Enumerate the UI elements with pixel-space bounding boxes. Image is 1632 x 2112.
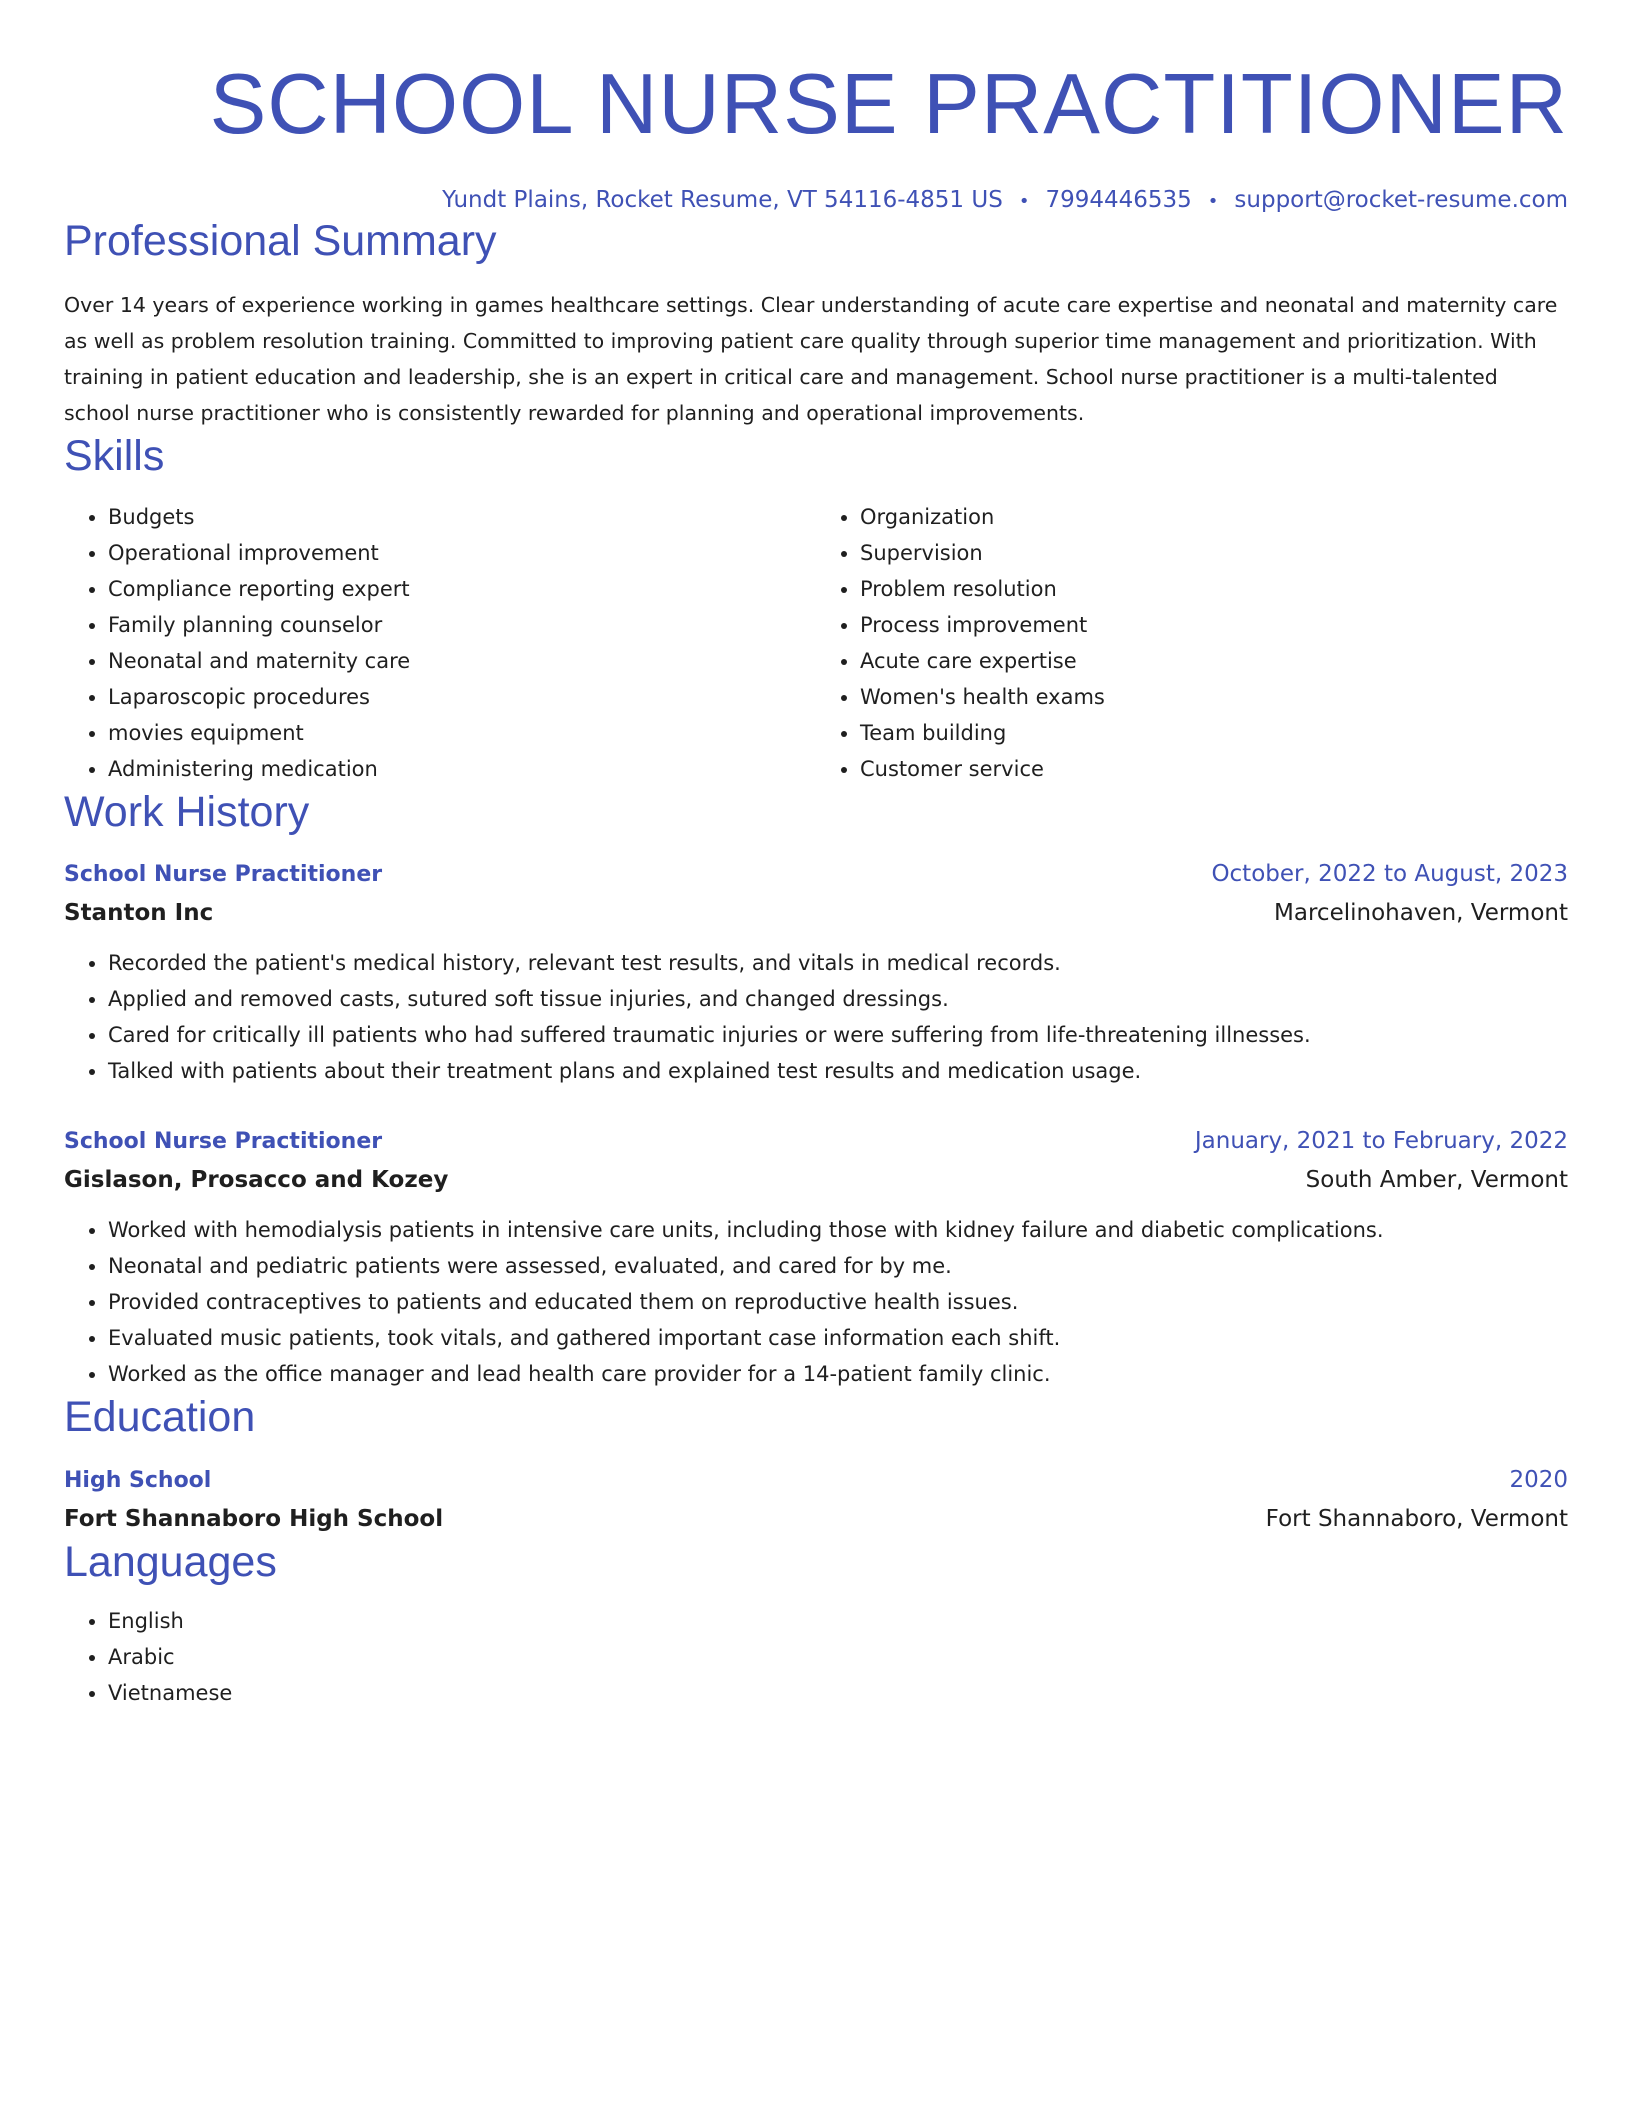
job-location: South Amber, Vermont	[1305, 1167, 1568, 1194]
skill-item: • Family planning counselor	[108, 607, 816, 643]
contact-phone: 7994446535	[1045, 186, 1192, 213]
skill-item: • Laparoscopic procedures	[108, 679, 816, 715]
job-entry	[64, 856, 1568, 1089]
work-history-heading: Work History	[64, 787, 310, 836]
skill-item: • Administering medication	[108, 751, 816, 787]
languages-heading: Languages	[64, 1538, 277, 1587]
job-bullet: • Worked as the office manager and lead health care provider for a 14-patient family clinic.	[108, 1356, 1568, 1392]
language-item: • Arabic	[108, 1639, 1568, 1675]
skill-item: • Problem resolution	[860, 571, 1568, 607]
skill-item: • Customer service	[860, 751, 1568, 787]
job-bullet: • Provided contraceptives to patients and educated them on reproductive health issues.	[108, 1284, 1568, 1320]
skill-item: • Acute care expertise	[860, 643, 1568, 679]
education-heading: Education	[64, 1393, 256, 1442]
skill-item: • Supervision	[860, 535, 1568, 571]
education-degree-row	[64, 1462, 1568, 1499]
job-title: School Nurse Practitioner	[64, 1129, 383, 1155]
skills-heading: Skills	[64, 432, 165, 481]
job-company-row	[64, 1160, 1568, 1198]
contact-separator: •	[1018, 190, 1030, 212]
skill-item: • movies equipment	[108, 715, 816, 751]
job-title: School Nurse Practitioner	[64, 862, 383, 888]
language-item: • Vietnamese	[108, 1675, 1568, 1711]
job-bullet: • Applied and removed casts, sutured soft tissue injuries, and changed dressings.	[108, 981, 1568, 1017]
job-company-row	[64, 893, 1568, 931]
contact-separator: •	[1207, 190, 1219, 212]
job-title-row	[64, 856, 1568, 893]
skill-item: • Process improvement	[860, 607, 1568, 643]
languages-list	[64, 1603, 1568, 1711]
job-bullet: • Neonatal and pediatric patients were assessed, evaluated, and cared for by me.	[108, 1248, 1568, 1284]
job-bullet: • Talked with patients about their treatment plans and explained test results and medication usage.	[108, 1053, 1568, 1089]
job-location: Marcelinohaven, Vermont	[1274, 900, 1568, 927]
skill-item: • Compliance reporting expert	[108, 571, 816, 607]
education-year: 2020	[1509, 1467, 1568, 1494]
job-bullet: • Recorded the patient's medical history, relevant test results, and vitals in medical records.	[108, 945, 1568, 981]
summary-text: Over 14 years of experience working in games healthcare settings. Clear understanding of acute care expertise and neonatal and maternity care as well as problem resolution training. Committed to improving patient care quality through superior time management and prioritization. With training in patient education and leadership, she is an expert in critical care and management. School nurse practitioner is a multi-talented school nurse practitioner who is consistently rewarded for planning and operational improvements.	[64, 293, 1558, 426]
education-entry	[64, 1462, 1568, 1537]
skill-item: • Neonatal and maternity care	[108, 643, 816, 679]
skills-column-left	[64, 499, 816, 787]
job-dates: October, 2022 to August, 2023	[1211, 861, 1568, 888]
job-bullets	[64, 945, 1568, 1089]
job-title-row	[64, 1123, 1568, 1160]
resume-name: SCHOOL NURSE PRACTITIONER	[209, 57, 1568, 152]
job-entry	[64, 1123, 1568, 1392]
job-company: Gislason, Prosacco and Kozey	[64, 1167, 449, 1194]
skill-item: • Women's health exams	[860, 679, 1568, 715]
skill-item: • Budgets	[108, 499, 816, 535]
contact-email[interactable]: support@rocket-resume.com	[1234, 186, 1568, 213]
job-dates: January, 2021 to February, 2022	[1194, 1128, 1568, 1155]
contact-address: Yundt Plains, Rocket Resume, VT 54116-4851 US	[442, 186, 1003, 213]
education-school: Fort Shannaboro High School	[64, 1506, 444, 1533]
job-company: Stanton Inc	[64, 900, 214, 927]
skill-item: • Team building	[860, 715, 1568, 751]
language-item: • English	[108, 1603, 1568, 1639]
education-school-row	[64, 1499, 1568, 1537]
job-bullet: • Evaluated music patients, took vitals, and gathered important case information each shift.	[108, 1320, 1568, 1356]
education-location: Fort Shannaboro, Vermont	[1265, 1506, 1568, 1533]
job-bullets	[64, 1212, 1568, 1392]
contact-line	[64, 186, 1568, 216]
job-bullet: • Worked with hemodialysis patients in intensive care units, including those with kidney failure and diabetic complications.	[108, 1212, 1568, 1248]
education-degree: High School	[64, 1468, 212, 1494]
skill-item: • Operational improvement	[108, 535, 816, 571]
skills-grid	[64, 499, 1568, 787]
skills-column-right	[816, 499, 1568, 787]
summary-heading: Professional Summary	[64, 216, 497, 265]
skill-item: • Organization	[860, 499, 1568, 535]
job-bullet: • Cared for critically ill patients who had suffered traumatic injuries or were suffering from life-threatening illnesses.	[108, 1017, 1568, 1053]
